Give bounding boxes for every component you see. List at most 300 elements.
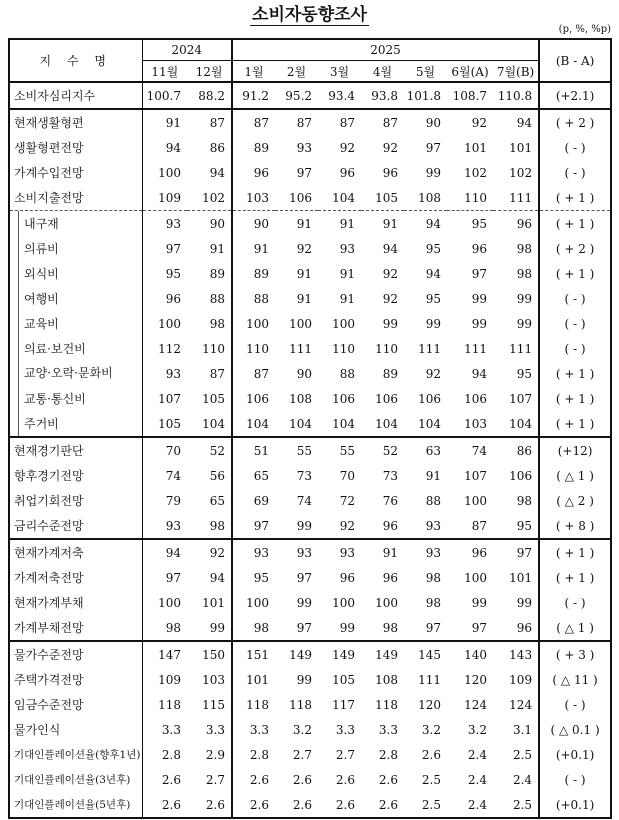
row-value: 101 bbox=[232, 667, 275, 692]
row-value: 108.7 bbox=[447, 82, 493, 109]
row-value: 90 bbox=[296, 366, 313, 381]
row-value: 102 bbox=[464, 165, 488, 180]
table-row bbox=[9, 261, 611, 286]
row-label: 여행비 bbox=[9, 286, 142, 311]
row-value: 88 bbox=[425, 493, 442, 508]
row-value: 106 bbox=[509, 468, 533, 483]
row-value: 73 bbox=[296, 468, 313, 483]
row-value: 97 bbox=[142, 236, 187, 261]
row-value: 89 bbox=[382, 366, 399, 381]
row-value: 93 bbox=[339, 241, 356, 256]
row-diff: ( + 1 ) bbox=[539, 261, 611, 286]
header-year-2024: 2024 bbox=[142, 39, 232, 61]
row-label: 소비자심리지수 bbox=[9, 82, 142, 109]
row-value: 2.6 bbox=[187, 792, 232, 818]
row-label: 의류비 bbox=[9, 236, 142, 261]
row-value: 111 bbox=[289, 341, 313, 356]
row-value: 106 bbox=[232, 386, 275, 411]
row-value: 105 bbox=[202, 391, 226, 406]
row-value: 91 bbox=[339, 266, 356, 281]
row-value: 99 bbox=[296, 595, 313, 610]
table-row bbox=[9, 411, 611, 437]
row-value: 93.8 bbox=[361, 82, 404, 109]
header-index-name: 지 수 명 bbox=[9, 39, 142, 82]
table-row bbox=[9, 539, 611, 565]
row-label: 교육비 bbox=[9, 311, 142, 336]
row-value: 2.7 bbox=[205, 772, 226, 787]
row-value: 92 bbox=[382, 291, 399, 306]
row-value: 111 bbox=[418, 341, 442, 356]
row-value: 2.6 bbox=[142, 792, 187, 818]
row-value: 90 bbox=[187, 211, 232, 237]
row-value: 99 bbox=[209, 620, 226, 635]
row-diff: ( - ) bbox=[539, 286, 611, 311]
row-value: 90 bbox=[404, 109, 447, 135]
row-value: 96 bbox=[471, 241, 488, 256]
row-value: 92 bbox=[382, 140, 399, 155]
row-value: 111 bbox=[464, 341, 488, 356]
row-value: 110 bbox=[375, 341, 399, 356]
row-diff: ( + 1 ) bbox=[539, 565, 611, 590]
row-value: 117 bbox=[332, 697, 356, 712]
row-value: 87 bbox=[275, 109, 318, 135]
row-label: 가계저축전망 bbox=[9, 565, 142, 590]
row-value: 88 bbox=[209, 291, 226, 306]
row-label: 교통·통신비 bbox=[9, 386, 142, 411]
row-value: 74 bbox=[447, 437, 493, 463]
row-value: 95.2 bbox=[275, 82, 318, 109]
row-value: 94 bbox=[471, 366, 488, 381]
row-value: 87 bbox=[209, 366, 226, 381]
row-diff: ( - ) bbox=[539, 590, 611, 615]
row-value: 102 bbox=[202, 190, 226, 205]
table-row bbox=[9, 488, 611, 513]
table-row bbox=[9, 160, 611, 185]
row-value: 105 bbox=[142, 411, 187, 437]
row-value: 92 bbox=[447, 109, 493, 135]
row-value: 91 bbox=[318, 211, 361, 237]
row-value: 104 bbox=[509, 416, 533, 431]
header-year-2025: 2025 bbox=[232, 39, 539, 61]
row-value: 70 bbox=[339, 468, 356, 483]
row-value: 97 bbox=[142, 565, 187, 590]
row-value: 3.3 bbox=[232, 717, 275, 742]
row-value: 140 bbox=[447, 641, 493, 667]
row-value: 111 bbox=[509, 341, 533, 356]
table-row bbox=[9, 792, 611, 818]
row-value: 93 bbox=[142, 513, 187, 539]
table-body bbox=[9, 82, 611, 818]
page-title: 소비자동향조사 bbox=[252, 5, 367, 25]
table-row bbox=[9, 211, 611, 237]
row-label: 주택가격전망 bbox=[9, 667, 142, 692]
row-value: 150 bbox=[187, 641, 232, 667]
row-value: 91 bbox=[425, 468, 442, 483]
row-value: 2.7 bbox=[292, 747, 313, 762]
row-value: 98 bbox=[209, 316, 226, 331]
table-row bbox=[9, 641, 611, 667]
row-value: 111 bbox=[509, 190, 533, 205]
table-row bbox=[9, 135, 611, 160]
header-month: 11월 bbox=[142, 61, 187, 83]
row-value: 118 bbox=[142, 692, 187, 717]
row-value: 94 bbox=[382, 241, 399, 256]
row-value: 99 bbox=[296, 518, 313, 533]
row-value: 145 bbox=[404, 641, 447, 667]
row-value: 88 bbox=[339, 366, 356, 381]
row-value: 100 bbox=[464, 570, 488, 585]
row-value: 56 bbox=[209, 468, 226, 483]
row-value: 89 bbox=[209, 266, 226, 281]
row-value: 91 bbox=[209, 241, 226, 256]
row-value: 106 bbox=[375, 391, 399, 406]
row-value: 99 bbox=[296, 672, 313, 687]
row-value: 2.5 bbox=[404, 792, 447, 818]
table-row bbox=[9, 513, 611, 539]
row-value: 96 bbox=[382, 518, 399, 533]
row-value: 97 bbox=[425, 620, 442, 635]
row-value: 109 bbox=[509, 672, 533, 687]
row-value: 106 bbox=[464, 391, 488, 406]
table-row bbox=[9, 615, 611, 641]
table-row bbox=[9, 667, 611, 692]
row-diff: ( △ 1 ) bbox=[539, 463, 611, 488]
row-value: 100 bbox=[375, 595, 399, 610]
row-value: 102 bbox=[509, 165, 533, 180]
row-value: 87 bbox=[471, 518, 488, 533]
row-value: 2.6 bbox=[361, 792, 404, 818]
row-diff: (+0.1) bbox=[539, 742, 611, 767]
row-value: 93 bbox=[425, 518, 442, 533]
row-value: 69 bbox=[232, 488, 275, 513]
row-value: 100 bbox=[142, 160, 187, 185]
table-row bbox=[9, 590, 611, 615]
row-value: 3.3 bbox=[142, 717, 187, 742]
row-value: 2.4 bbox=[467, 772, 488, 787]
row-diff: ( △ 0.1 ) bbox=[539, 717, 611, 742]
row-value: 3.3 bbox=[378, 722, 399, 737]
row-value: 72 bbox=[339, 493, 356, 508]
header-month: 6월(A) bbox=[447, 61, 493, 83]
row-value: 105 bbox=[332, 672, 356, 687]
row-value: 91 bbox=[142, 109, 187, 135]
row-value: 91 bbox=[296, 266, 313, 281]
row-value: 96 bbox=[382, 165, 399, 180]
table-row bbox=[9, 767, 611, 792]
header-month: 12월 bbox=[187, 61, 232, 83]
row-value: 101 bbox=[509, 570, 533, 585]
table-row bbox=[9, 386, 611, 411]
row-value: 55 bbox=[275, 437, 318, 463]
row-value: 97 bbox=[296, 570, 313, 585]
row-value: 51 bbox=[232, 437, 275, 463]
row-label: 주거비 bbox=[9, 411, 142, 437]
table-row bbox=[9, 565, 611, 590]
row-value: 94 bbox=[209, 570, 226, 585]
table-row bbox=[9, 717, 611, 742]
row-value: 118 bbox=[289, 697, 313, 712]
row-value: 93 bbox=[404, 539, 447, 565]
row-value: 91 bbox=[232, 236, 275, 261]
row-value: 93 bbox=[275, 539, 318, 565]
row-value: 92 bbox=[187, 539, 232, 565]
row-diff: ( - ) bbox=[539, 160, 611, 185]
row-value: 96 bbox=[142, 286, 187, 311]
row-value: 110 bbox=[202, 341, 226, 356]
row-value: 96 bbox=[232, 160, 275, 185]
row-value: 2.8 bbox=[378, 747, 399, 762]
row-value: 2.4 bbox=[512, 772, 533, 787]
row-value: 96 bbox=[516, 620, 533, 635]
table-row bbox=[9, 336, 611, 361]
row-value: 91.2 bbox=[232, 82, 275, 109]
row-value: 100.7 bbox=[142, 82, 187, 109]
row-value: 86 bbox=[493, 437, 539, 463]
row-value: 98 bbox=[516, 241, 533, 256]
row-value: 95 bbox=[425, 241, 442, 256]
row-value: 99 bbox=[425, 165, 442, 180]
header-month: 3월 bbox=[318, 61, 361, 83]
row-value: 103 bbox=[232, 185, 275, 211]
table-row bbox=[9, 82, 611, 109]
row-value: 52 bbox=[361, 437, 404, 463]
table-row bbox=[9, 692, 611, 717]
row-label: 소비지출전망 bbox=[9, 185, 142, 211]
row-diff: ( - ) bbox=[539, 336, 611, 361]
row-value: 106 bbox=[332, 391, 356, 406]
row-diff: ( + 1 ) bbox=[539, 361, 611, 386]
row-value: 100 bbox=[142, 590, 187, 615]
row-value: 2.6 bbox=[318, 792, 361, 818]
row-label: 현재생활형편 bbox=[9, 109, 142, 135]
row-value: 94 bbox=[142, 539, 187, 565]
row-diff: (+0.1) bbox=[539, 792, 611, 818]
row-diff: ( + 2 ) bbox=[539, 236, 611, 261]
row-value: 65 bbox=[209, 493, 226, 508]
row-value: 98 bbox=[516, 266, 533, 281]
row-value: 2.6 bbox=[335, 772, 356, 787]
row-label: 기대인플레이션율(5년후) bbox=[9, 792, 142, 818]
row-value: 87 bbox=[361, 109, 404, 135]
row-value: 100 bbox=[232, 590, 275, 615]
row-value: 2.7 bbox=[335, 747, 356, 762]
row-value: 100 bbox=[232, 311, 275, 336]
row-value: 94 bbox=[209, 165, 226, 180]
table-row bbox=[9, 463, 611, 488]
row-value: 97 bbox=[493, 539, 539, 565]
row-value: 94 bbox=[404, 211, 447, 237]
row-value: 92 bbox=[339, 518, 356, 533]
row-value: 106 bbox=[289, 190, 313, 205]
row-diff: ( + 1 ) bbox=[539, 411, 611, 437]
row-value: 96 bbox=[339, 165, 356, 180]
row-value: 63 bbox=[404, 437, 447, 463]
row-value: 98 bbox=[209, 518, 226, 533]
row-value: 92 bbox=[339, 140, 356, 155]
row-value: 103 bbox=[202, 672, 226, 687]
row-label: 가계부채전망 bbox=[9, 615, 142, 641]
row-value: 98 bbox=[425, 570, 442, 585]
row-value: 74 bbox=[142, 463, 187, 488]
row-value: 100 bbox=[289, 316, 313, 331]
row-value: 120 bbox=[418, 697, 442, 712]
row-value: 99 bbox=[471, 595, 488, 610]
row-diff: ( - ) bbox=[539, 767, 611, 792]
table-row bbox=[9, 185, 611, 211]
row-value: 101 bbox=[202, 595, 226, 610]
row-value: 109 bbox=[142, 667, 187, 692]
table-row bbox=[9, 236, 611, 261]
row-value: 91 bbox=[361, 211, 404, 237]
row-value: 98 bbox=[142, 615, 187, 641]
row-value: 96 bbox=[382, 570, 399, 585]
row-diff: ( △ 1 ) bbox=[539, 615, 611, 641]
row-label: 내구재 bbox=[9, 211, 142, 237]
row-value: 100 bbox=[332, 595, 356, 610]
row-value: 103 bbox=[464, 416, 488, 431]
row-value: 97 bbox=[471, 266, 488, 281]
header-diff: (B - A) bbox=[539, 39, 611, 82]
row-value: 3.1 bbox=[512, 722, 533, 737]
row-diff: ( - ) bbox=[539, 311, 611, 336]
row-value: 74 bbox=[296, 493, 313, 508]
row-value: 87 bbox=[318, 109, 361, 135]
row-value: 3.3 bbox=[335, 722, 356, 737]
row-value: 2.6 bbox=[378, 772, 399, 787]
row-value: 76 bbox=[382, 493, 399, 508]
row-value: 100 bbox=[142, 311, 187, 336]
row-value: 2.5 bbox=[493, 792, 539, 818]
row-value: 2.4 bbox=[467, 747, 488, 762]
row-value: 95 bbox=[142, 261, 187, 286]
row-label: 기대인플레이션율(3년후) bbox=[9, 767, 142, 792]
row-value: 98 bbox=[425, 595, 442, 610]
row-label: 현재경기판단 bbox=[9, 437, 142, 463]
row-value: 108 bbox=[289, 391, 313, 406]
row-value: 2.6 bbox=[232, 792, 275, 818]
row-diff: (+12) bbox=[539, 437, 611, 463]
row-value: 107 bbox=[142, 386, 187, 411]
row-value: 104 bbox=[202, 416, 226, 431]
row-value: 55 bbox=[318, 437, 361, 463]
row-value: 112 bbox=[142, 336, 187, 361]
row-value: 118 bbox=[232, 692, 275, 717]
row-value: 91 bbox=[361, 539, 404, 565]
row-value: 2.5 bbox=[421, 772, 442, 787]
header-month: 7월(B) bbox=[493, 61, 539, 83]
row-value: 2.6 bbox=[275, 792, 318, 818]
row-value: 93 bbox=[142, 361, 187, 386]
row-value: 111 bbox=[418, 672, 442, 687]
row-value: 110 bbox=[332, 341, 356, 356]
row-value: 2.5 bbox=[512, 747, 533, 762]
row-value: 2.6 bbox=[232, 767, 275, 792]
row-value: 97 bbox=[296, 165, 313, 180]
row-value: 87 bbox=[232, 109, 275, 135]
row-value: 100 bbox=[332, 316, 356, 331]
row-value: 95 bbox=[232, 565, 275, 590]
header-month: 4월 bbox=[361, 61, 404, 83]
row-value: 96 bbox=[493, 211, 539, 237]
row-value: 89 bbox=[232, 261, 275, 286]
row-value: 149 bbox=[275, 641, 318, 667]
row-value: 143 bbox=[493, 641, 539, 667]
row-value: 93 bbox=[142, 211, 187, 237]
row-value: 88 bbox=[232, 286, 275, 311]
row-value: 3.2 bbox=[292, 722, 313, 737]
row-label: 임금수준전망 bbox=[9, 692, 142, 717]
row-diff: ( △ 2 ) bbox=[539, 488, 611, 513]
header-month: 1월 bbox=[232, 61, 275, 83]
row-value: 92 bbox=[425, 366, 442, 381]
row-value: 100 bbox=[464, 493, 488, 508]
row-diff: ( + 1 ) bbox=[539, 386, 611, 411]
row-label: 현재가계저축 bbox=[9, 539, 142, 565]
row-value: 95 bbox=[447, 211, 493, 237]
row-label: 물가인식 bbox=[9, 717, 142, 742]
row-label: 교양·오락·문화비 bbox=[9, 361, 142, 386]
row-value: 107 bbox=[464, 468, 488, 483]
row-value: 106 bbox=[418, 391, 442, 406]
row-value: 88.2 bbox=[187, 82, 232, 109]
row-value: 2.8 bbox=[232, 742, 275, 767]
row-value: 104 bbox=[289, 416, 313, 431]
row-value: 73 bbox=[382, 468, 399, 483]
row-value: 96 bbox=[447, 539, 493, 565]
row-value: 2.8 bbox=[142, 742, 187, 767]
row-value: 104 bbox=[332, 416, 356, 431]
row-value: 91 bbox=[339, 291, 356, 306]
row-label: 취업기회전망 bbox=[9, 488, 142, 513]
row-value: 110.8 bbox=[493, 82, 539, 109]
row-value: 93 bbox=[296, 140, 313, 155]
row-diff: ( + 2 ) bbox=[539, 109, 611, 135]
row-value: 151 bbox=[232, 641, 275, 667]
row-value: 101 bbox=[509, 140, 533, 155]
row-value: 104 bbox=[418, 416, 442, 431]
row-value: 95 bbox=[516, 366, 533, 381]
table-row bbox=[9, 437, 611, 463]
row-diff: ( + 1 ) bbox=[539, 539, 611, 565]
row-label: 향후경기전망 bbox=[9, 463, 142, 488]
row-diff: ( + 1 ) bbox=[539, 211, 611, 237]
row-value: 99 bbox=[471, 291, 488, 306]
row-diff: ( + 1 ) bbox=[539, 185, 611, 211]
row-value: 110 bbox=[464, 190, 488, 205]
row-value: 90 bbox=[232, 211, 275, 237]
row-value: 94 bbox=[425, 266, 442, 281]
row-value: 124 bbox=[509, 697, 533, 712]
row-value: 120 bbox=[464, 672, 488, 687]
row-value: 115 bbox=[202, 697, 226, 712]
row-value: 99 bbox=[425, 316, 442, 331]
row-value: 93 bbox=[232, 539, 275, 565]
row-value: 99 bbox=[516, 595, 533, 610]
table-row bbox=[9, 742, 611, 767]
row-diff: (+2.1) bbox=[539, 82, 611, 109]
survey-table bbox=[8, 38, 612, 819]
row-value: 79 bbox=[142, 488, 187, 513]
row-label: 현재가계부채 bbox=[9, 590, 142, 615]
table-row bbox=[9, 109, 611, 135]
row-diff: ( - ) bbox=[539, 692, 611, 717]
row-value: 99 bbox=[339, 620, 356, 635]
row-value: 97 bbox=[296, 620, 313, 635]
row-label: 생활형편전망 bbox=[9, 135, 142, 160]
row-value: 3.2 bbox=[421, 722, 442, 737]
row-value: 97 bbox=[425, 140, 442, 155]
unit-label: (p, %, %p) bbox=[558, 24, 611, 35]
